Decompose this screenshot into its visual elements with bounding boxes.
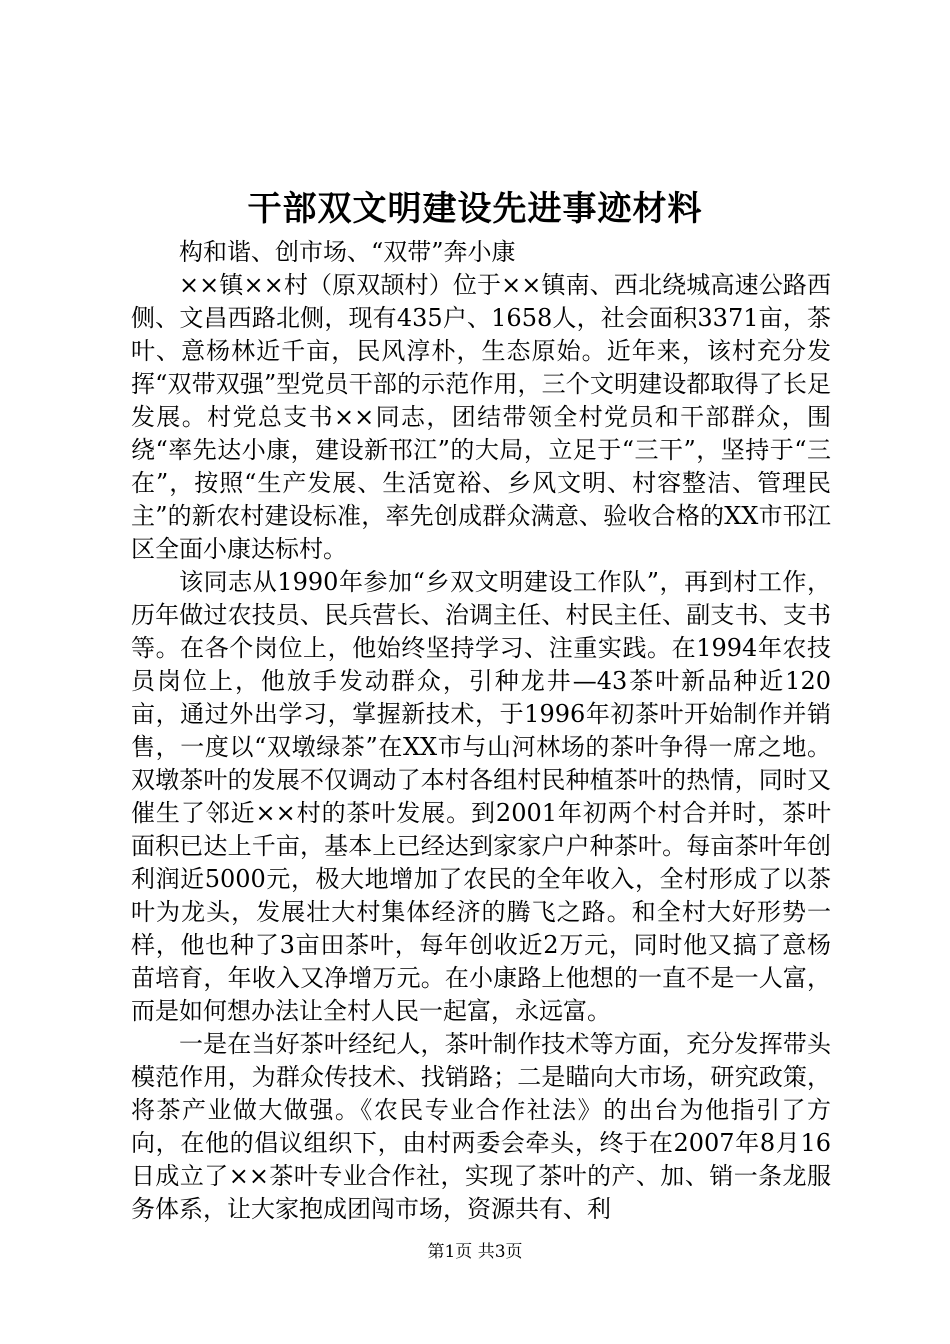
body-paragraph: 该同志从1990年参加“乡双文明建设工作队”，再到村工作，历年做过农技员、民兵营长、治调主任、村民主任、副支书、支书等。在各个岗位上，他始终坚持学习、注重实践。在1994年农技员岗位上，他放手发动群众，引种龙井—43茶叶新品种近120亩，通过外出学习，掌握新技术，于1996年初茶叶开始制作并销售，一度以“双墩绿茶”在XX市与山河林场的茶叶争得一席之地。双墩茶叶的发展不仅调动了本村各组村民种植茶叶的热情，同时又催生了邻近××村的茶叶发展。到2001年初两个村合并时，茶叶面积已达上千亩，基本上已经达到家家户户种茶叶。每亩茶叶年创利润近5000元，极大地增加了农民的全年收入，全村形成了以茶叶为龙头，发展壮大村集体经济的腾飞之路。和全村大好形势一样，他也种了3亩田茶叶，每年创收近2万元，同时他又搞了意杨苗培育，年收入又净增万元。在小康路上他想的一直不是一人富，而是如何想办法让全村人民一起富，永远富。 [131, 568, 831, 1025]
page-footer: 第1页 共3页 [427, 1242, 523, 1262]
body-paragraph: 一是在当好茶叶经纪人，茶叶制作技术等方面，充分发挥带头模范作用，为群众传技术、找销路；二是瞄向大市场，研究政策，将茶产业做大做强。《农民专业合作社法》的出台为他指引了方向，在他的倡议组织下，由村两委会牵头，终于在2007年8月16日成立了××茶叶专业合作社，实现了茶叶的产、加、销一条龙服务体系，让大家抱成团闯市场，资源共有、利 [131, 1030, 831, 1223]
body-paragraph: 构和谐、创市场、“双带”奔小康 [179, 238, 516, 266]
page-title: 干部双文明建设先进事迹材料 [247, 189, 703, 229]
document-body [131, 236, 831, 1226]
body-paragraph: ××镇××村（原双颉村）位于××镇南、西北绕城高速公路西侧、文昌西路北侧，现有435户、1658人，社会面积3371亩，茶叶、意杨林近千亩，民风淳朴，生态原始。近年来，该村充分发挥“双带双强”型党员干部的示范作用，三个文明建设都取得了长足发展。村党总支书××同志，团结带领全村党员和干部群众，围绕“率先达小康，建设新邗江”的大局，立足于“三干”，坚持于“三在”，按照“生产发展、生活宽裕、乡风文明、村容整洁、管理民主”的新农村建设标准，率先创成群众满意、验收合格的XX市邗江区全面小康达标村。 [131, 271, 831, 563]
